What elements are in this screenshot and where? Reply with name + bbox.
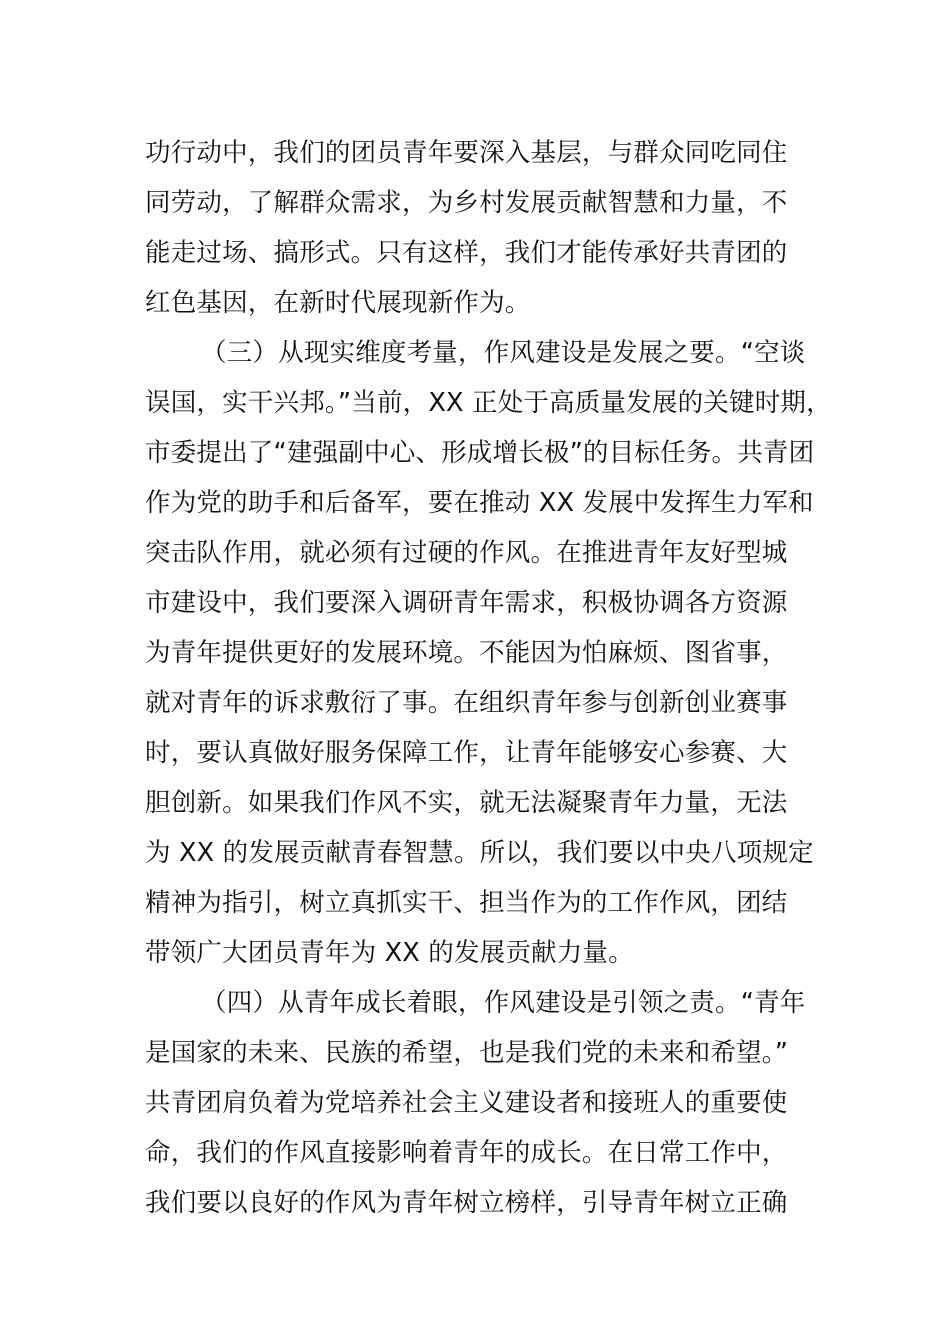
text-line: 为青年提供更好的发展环境。不能因为怕麻烦、图省事， [145, 638, 788, 668]
text-line: 误国，实干兴邦。”当前，XX 正处于高质量发展的关键时期， [145, 388, 832, 418]
text-line: 突击队作用，就必须有过硬的作风。在推进青年友好型城 [145, 538, 788, 568]
paragraph-heading-line: （三）从现实维度考量，作风建设是发展之要。“空谈 [201, 338, 806, 368]
paragraph-heading-line: （四）从青年成长着眼，作风建设是引领之责。“青年 [201, 988, 806, 1018]
text-line: 为 XX 的发展贡献青春智慧。所以，我们要以中央八项规定 [145, 838, 814, 868]
text-line: 我们要以良好的作风为青年树立榜样，引导青年树立正确 [145, 1188, 788, 1218]
text-line: 胆创新。如果我们作风不实，就无法凝聚青年力量，无法 [145, 788, 788, 818]
text-line: 带领广大团员青年为 XX 的发展贡献力量。 [145, 938, 634, 968]
text-line: 同劳动，了解群众需求，为乡村发展贡献智慧和力量，不 [145, 188, 788, 218]
text-line: 精神为指引，树立真抓实干、担当作为的工作作风，团结 [145, 888, 788, 918]
text-line: 功行动中，我们的团员青年要深入基层，与群众同吃同住 [145, 138, 788, 168]
text-line: 作为党的助手和后备军，要在推动 XX 发展中发挥生力军和 [145, 488, 814, 518]
text-line: 红色基因，在新时代展现新作为。 [145, 288, 531, 318]
text-line: 能走过场、搞形式。只有这样，我们才能传承好共青团的 [145, 238, 788, 268]
text-line: 市委提出了“建强副中心、形成增长极”的目标任务。共青团 [145, 438, 815, 468]
text-line: 市建设中，我们要深入调研青年需求，积极协调各方资源 [145, 588, 788, 618]
body-text [145, 128, 835, 1228]
text-line: 命，我们的作风直接影响着青年的成长。在日常工作中， [145, 1138, 788, 1168]
text-line: 时，要认真做好服务保障工作，让青年能够安心参赛、大 [145, 738, 788, 768]
text-line: 就对青年的诉求敷衍了事。在组织青年参与创新创业赛事 [145, 688, 788, 718]
text-line: 共青团肩负着为党培养社会主义建设者和接班人的重要使 [145, 1088, 788, 1118]
text-line: 是国家的未来、民族的希望，也是我们党的未来和希望。” [145, 1038, 789, 1068]
